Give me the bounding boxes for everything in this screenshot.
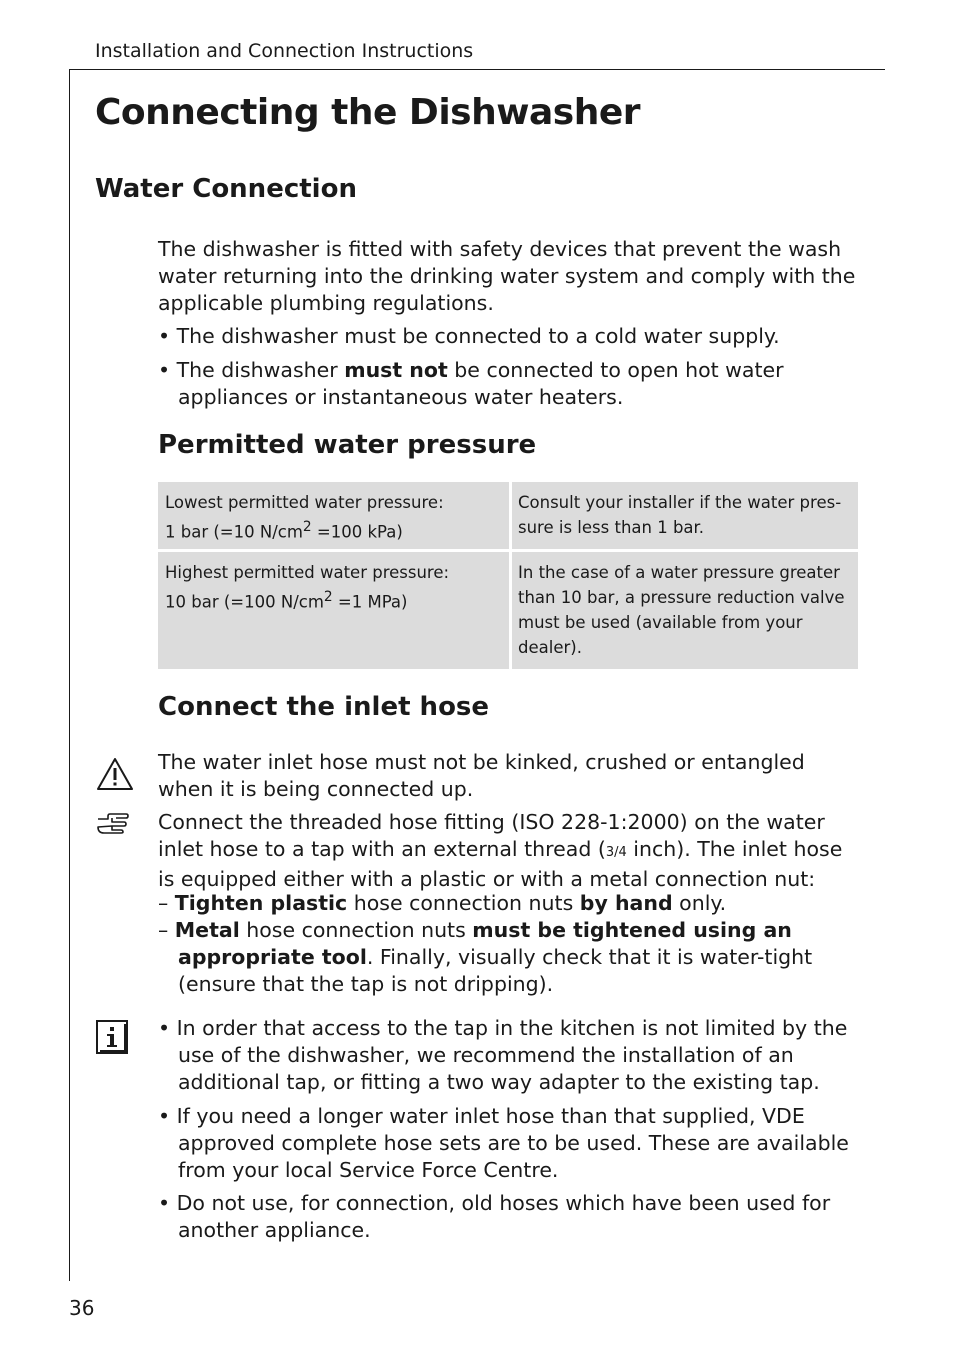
pressure-row-lowest — [158, 482, 858, 549]
pressure-value: 1 bar (=10 $N/cm^2 =100$ kPa) — [165, 519, 403, 542]
bullet-text-emphasis: must not — [344, 358, 448, 382]
section-heading-water-connection: Water Connection — [95, 174, 357, 204]
pressure-cell-value — [158, 552, 509, 669]
page-title: Connecting the Dishwasher — [95, 92, 640, 133]
pressure-cell-value — [158, 482, 509, 549]
bullet-text: The dishwasher must be connected to a cold water supply. — [176, 324, 780, 348]
fraction-three-quarter: 3/4 — [605, 845, 627, 860]
pressure-label: Highest permitted water pressure: — [165, 563, 450, 582]
pressure-row-highest — [158, 552, 858, 669]
pressure-cell-note: In the case of a water pressure greater than 10 bar, a pressure reduction valve must be used (available from your dealer). — [512, 552, 858, 669]
subheading-inlet-hose: Connect the inlet hose — [158, 692, 490, 722]
page-number: 36 — [69, 1296, 95, 1320]
bullet-text-post: be connected to open hot water appliances or instantaneous water heaters. — [178, 358, 784, 409]
pressure-label: Lowest permitted water pressure: — [165, 493, 444, 512]
header-rule — [69, 69, 885, 70]
inlet-warning-text: The water inlet hose must not be kinked, crushed or entangled when it is being connected up. — [158, 750, 805, 801]
info-bullet-longer-hose: • If you need a longer water inlet hose than that supplied, VDE approved complete hose sets are to be used. These are available from your local Service Force Centre. — [158, 1104, 849, 1182]
info-bullet-additional-tap: • In order that access to the tap in the kitchen is not limited by the use of the dishwasher, we recommend the installation of an additional tap, or fitting a two way adapter to the existing tap. — [158, 1016, 848, 1094]
inlet-instruction-text: Connect the threaded hose fitting (ISO 228-1:2000) on the water inlet hose to a tap with an external thread (3/4 inch). The inlet hose is equipped either with a plastic or with a metal connection nut: — [158, 810, 843, 891]
info-bullet-old-hoses: • Do not use, for connection, old hoses which have been used for another appliance. — [158, 1191, 831, 1242]
subheading-permitted-pressure: Permitted water pressure — [158, 430, 537, 460]
dash-item-plastic-nut: – Tighten plastic hose connection nuts by hand only. — [158, 891, 727, 915]
info-icon — [96, 1020, 128, 1058]
warning-triangle-icon — [96, 757, 134, 795]
bullet-no-hot-water: • The dishwasher must not be connected to open hot water appliances or instantaneous water heaters. — [158, 358, 784, 409]
water-connection-intro: The dishwasher is fitted with safety devices that prevent the wash water returning into the drinking water system and comply with the applicable plumbing regulations. — [158, 237, 856, 315]
pressure-value: 10 bar (=100 $N/cm^2 =1$ MPa) — [165, 589, 408, 612]
bullet-cold-water: • The dishwasher must be connected to a cold water supply. — [158, 324, 780, 348]
bullet-text-pre: The dishwasher — [176, 358, 345, 382]
pressure-table — [158, 482, 858, 672]
dash-item-metal-nut: – Metal hose connection nuts must be tightened using an appropriate tool. Finally, visually check that it is water-tight (ensure that the tap is not dripping). — [158, 918, 813, 996]
pointing-hand-icon — [96, 812, 130, 838]
margin-rule — [69, 69, 70, 1281]
pressure-cell-note: Consult your installer if the water pres-sure is less than 1 bar. — [512, 482, 858, 549]
running-header: Installation and Connection Instructions — [95, 40, 474, 62]
